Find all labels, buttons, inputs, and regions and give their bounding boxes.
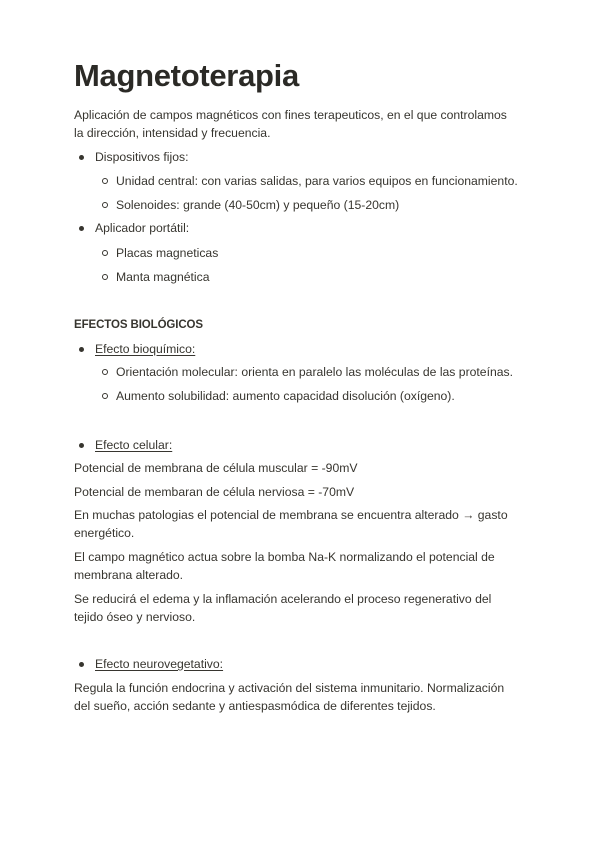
pathology-line-2: energético. <box>74 526 135 540</box>
effects-heading: EFECTOS BIOLÓGICOS <box>74 319 203 331</box>
cellular-effect-label: Efecto celular: <box>95 438 173 452</box>
neurovegetative-effect-label: Efecto neurovegetativo: <box>95 657 224 671</box>
bullet-icon <box>79 226 84 231</box>
solenoids-text: Solenoides: grande (40-50cm) y pequeño (15-20cm) <box>116 198 400 212</box>
bullet-icon <box>79 443 84 448</box>
molecular-orientation-text: Orientación molecular: orienta en paralelo las moléculas de las proteínas. <box>116 365 513 379</box>
bullet-icon <box>79 347 84 352</box>
hollow-bullet-icon <box>102 250 108 256</box>
central-unit-text: Unidad central: con varias salidas, para varios equipos en funcionamiento. <box>116 174 518 188</box>
hollow-bullet-icon <box>102 202 108 208</box>
hollow-bullet-icon <box>102 393 108 399</box>
pathology-line-1: En muchas patologias el potencial de membrana se encuentra alterado → gasto <box>74 508 508 522</box>
magnetic-plates-text: Placas magneticas <box>116 246 219 260</box>
intro-line-1: Aplicación de campos magnéticos con fines terapeuticos, en el que controlamos <box>74 108 507 122</box>
sodium-pump-line-2: membrana alterado. <box>74 568 184 582</box>
endocrine-line-2: del sueño, acción sedante y antiespasmódica de diferentes tejidos. <box>74 699 436 713</box>
sodium-pump-line-1: El campo magnético actua sobre la bomba Na-K normalizando el potencial de <box>74 550 495 564</box>
solubility-text: Aumento solubilidad: aumento capacidad disolución (oxígeno). <box>116 389 455 403</box>
page-title: Magnetoterapia <box>74 58 299 93</box>
muscle-potential-text: Potencial de membrana de célula muscular = -90mV <box>74 461 358 475</box>
bullet-icon <box>79 155 84 160</box>
hollow-bullet-icon <box>102 369 108 375</box>
hollow-bullet-icon <box>102 274 108 280</box>
endocrine-line-1: Regula la función endocrina y activación del sistema inmunitario. Normalización <box>74 681 505 695</box>
edema-line-2: tejido óseo y nervioso. <box>74 610 196 624</box>
biochemical-effect-label: Efecto bioquímico: <box>95 342 196 356</box>
bullet-icon <box>79 662 84 667</box>
hollow-bullet-icon <box>102 178 108 184</box>
portable-applicator-label: Aplicador portátil: <box>95 221 190 235</box>
intro-line-2: la dirección, intensidad y frecuencia. <box>74 126 271 140</box>
edema-line-1: Se reducirá el edema y la inflamación acelerando el proceso regenerativo del <box>74 592 492 606</box>
fixed-devices-label: Dispositivos fijos: <box>95 150 189 164</box>
magnetic-blanket-text: Manta magnética <box>116 270 210 284</box>
nerve-potential-text: Potencial de membaran de célula nerviosa = -70mV <box>74 485 355 499</box>
